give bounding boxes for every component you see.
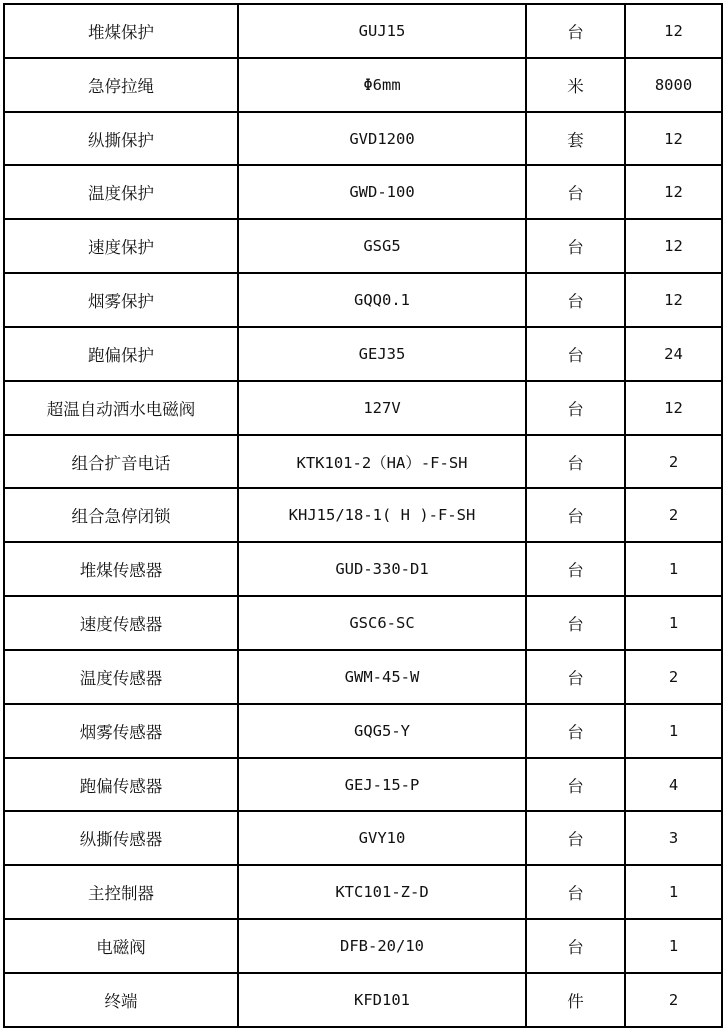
- cell-quantity: 12: [625, 165, 722, 219]
- cell-unit: 台: [526, 219, 625, 273]
- cell-unit: 台: [526, 704, 625, 758]
- cell-name: 纵撕传感器: [4, 811, 238, 865]
- cell-unit: 台: [526, 811, 625, 865]
- cell-name: 堆煤保护: [4, 4, 238, 58]
- table-row: [4, 327, 722, 381]
- cell-model: 127V: [238, 381, 526, 435]
- table-row: [4, 219, 722, 273]
- cell-unit: 台: [526, 488, 625, 542]
- cell-quantity: 8000: [625, 58, 722, 112]
- cell-model: KFD101: [238, 973, 526, 1027]
- cell-model: GQQ0.1: [238, 273, 526, 327]
- cell-unit: 件: [526, 973, 625, 1027]
- cell-unit: 台: [526, 165, 625, 219]
- table-row: [4, 650, 722, 704]
- cell-quantity: 24: [625, 327, 722, 381]
- table-row: [4, 596, 722, 650]
- table-row: [4, 435, 722, 489]
- cell-unit: 台: [526, 596, 625, 650]
- equipment-table: [3, 3, 723, 1028]
- cell-unit: 台: [526, 865, 625, 919]
- cell-unit: 台: [526, 542, 625, 596]
- cell-quantity: 1: [625, 865, 722, 919]
- cell-name: 跑偏传感器: [4, 758, 238, 812]
- cell-quantity: 2: [625, 650, 722, 704]
- cell-quantity: 1: [625, 596, 722, 650]
- cell-quantity: 12: [625, 4, 722, 58]
- cell-quantity: 12: [625, 381, 722, 435]
- cell-quantity: 2: [625, 435, 722, 489]
- table-row: [4, 273, 722, 327]
- cell-model: KHJ15/18-1( H )-F-SH: [238, 488, 526, 542]
- cell-name: 堆煤传感器: [4, 542, 238, 596]
- cell-name: 超温自动洒水电磁阀: [4, 381, 238, 435]
- cell-unit: 台: [526, 435, 625, 489]
- cell-model: GVY10: [238, 811, 526, 865]
- table-row: [4, 112, 722, 166]
- cell-model: DFB-20/10: [238, 919, 526, 973]
- table-row: [4, 811, 722, 865]
- cell-name: 组合急停闭锁: [4, 488, 238, 542]
- cell-unit: 米: [526, 58, 625, 112]
- cell-model: GSG5: [238, 219, 526, 273]
- cell-quantity: 2: [625, 488, 722, 542]
- table-body: [4, 4, 722, 1027]
- cell-unit: 台: [526, 273, 625, 327]
- table-row: [4, 865, 722, 919]
- cell-model: GEJ35: [238, 327, 526, 381]
- table-row: [4, 165, 722, 219]
- cell-unit: 套: [526, 112, 625, 166]
- cell-name: 烟雾传感器: [4, 704, 238, 758]
- cell-quantity: 12: [625, 273, 722, 327]
- table-row: [4, 58, 722, 112]
- table-row: [4, 758, 722, 812]
- cell-model: GVD1200: [238, 112, 526, 166]
- cell-unit: 台: [526, 327, 625, 381]
- cell-quantity: 12: [625, 219, 722, 273]
- cell-unit: 台: [526, 4, 625, 58]
- cell-quantity: 4: [625, 758, 722, 812]
- cell-unit: 台: [526, 650, 625, 704]
- cell-name: 烟雾保护: [4, 273, 238, 327]
- cell-name: 电磁阀: [4, 919, 238, 973]
- cell-model: KTK101-2（HA）-F-SH: [238, 435, 526, 489]
- table-row: [4, 488, 722, 542]
- cell-name: 温度保护: [4, 165, 238, 219]
- cell-model: Φ6mm: [238, 58, 526, 112]
- cell-name: 跑偏保护: [4, 327, 238, 381]
- cell-quantity: 3: [625, 811, 722, 865]
- cell-quantity: 1: [625, 919, 722, 973]
- cell-model: GUJ15: [238, 4, 526, 58]
- cell-model: GWM-45-W: [238, 650, 526, 704]
- cell-quantity: 1: [625, 704, 722, 758]
- cell-model: GUD-330-D1: [238, 542, 526, 596]
- table-row: [4, 704, 722, 758]
- cell-name: 速度传感器: [4, 596, 238, 650]
- table-row: [4, 542, 722, 596]
- cell-name: 主控制器: [4, 865, 238, 919]
- cell-quantity: 12: [625, 112, 722, 166]
- cell-model: GWD-100: [238, 165, 526, 219]
- cell-name: 组合扩音电话: [4, 435, 238, 489]
- cell-name: 终端: [4, 973, 238, 1027]
- cell-unit: 台: [526, 758, 625, 812]
- cell-name: 温度传感器: [4, 650, 238, 704]
- cell-model: GSC6-SC: [238, 596, 526, 650]
- cell-name: 急停拉绳: [4, 58, 238, 112]
- cell-model: GEJ-15-P: [238, 758, 526, 812]
- cell-model: GQG5-Y: [238, 704, 526, 758]
- table-row: [4, 919, 722, 973]
- cell-model: KTC101-Z-D: [238, 865, 526, 919]
- cell-quantity: 2: [625, 973, 722, 1027]
- table-row: [4, 4, 722, 58]
- table-row: [4, 973, 722, 1027]
- cell-unit: 台: [526, 919, 625, 973]
- cell-name: 纵撕保护: [4, 112, 238, 166]
- table-row: [4, 381, 722, 435]
- cell-quantity: 1: [625, 542, 722, 596]
- cell-name: 速度保护: [4, 219, 238, 273]
- cell-unit: 台: [526, 381, 625, 435]
